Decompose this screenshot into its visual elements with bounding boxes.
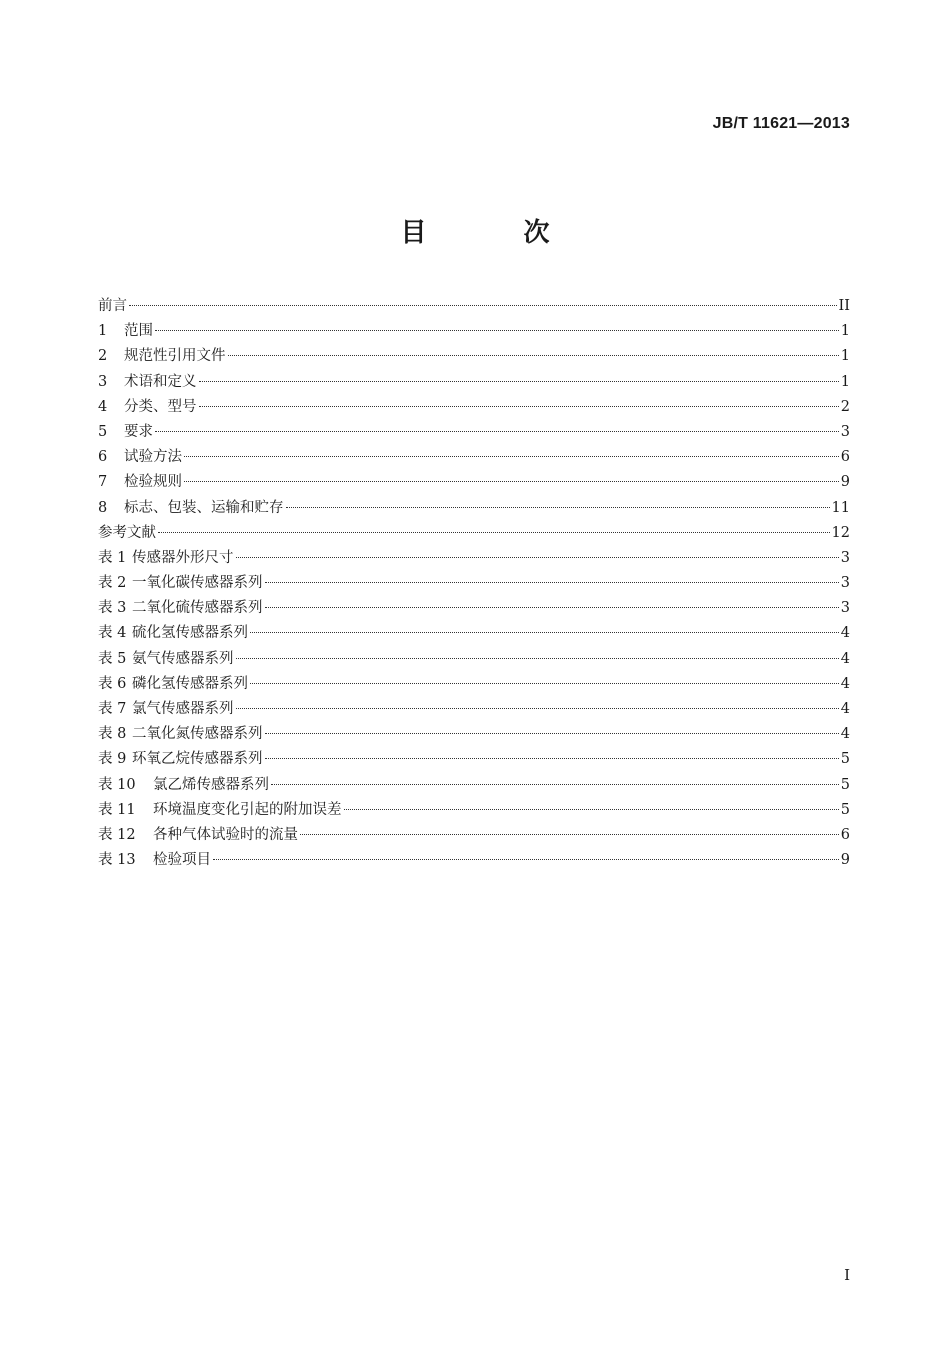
toc-entry[interactable] bbox=[98, 420, 850, 445]
toc-entry-title: 二氧化硫传感器系列 bbox=[132, 600, 263, 617]
toc-entry-title: 检验项目 bbox=[153, 852, 211, 869]
toc-entry-number: 表 13 bbox=[98, 852, 136, 869]
toc-entry-page: 1 bbox=[840, 323, 850, 340]
dot-leader bbox=[199, 380, 839, 382]
dot-leader bbox=[265, 606, 839, 608]
toc-entry-title: 氯乙烯传感器系列 bbox=[153, 776, 269, 793]
dot-leader bbox=[236, 556, 839, 558]
toc-entry-number: 6 bbox=[98, 449, 108, 466]
toc-entry-page: 3 bbox=[840, 575, 850, 592]
toc-entry-page: 6 bbox=[840, 826, 850, 843]
dot-leader bbox=[286, 506, 830, 508]
toc-entry-number: 8 bbox=[98, 499, 108, 516]
dot-leader bbox=[300, 833, 839, 835]
toc-entry-title: 环氧乙烷传感器系列 bbox=[132, 751, 263, 768]
toc-entry[interactable] bbox=[98, 722, 850, 747]
toc-entry-page: 6 bbox=[840, 449, 850, 466]
page-number: I bbox=[844, 1266, 850, 1284]
dot-leader bbox=[265, 581, 839, 583]
toc-entry-page: 11 bbox=[831, 499, 850, 516]
toc-entry-title: 分类、型号 bbox=[124, 398, 197, 415]
toc-entry[interactable] bbox=[98, 319, 850, 344]
toc-entry[interactable] bbox=[98, 470, 850, 495]
toc-entry-page: 3 bbox=[840, 549, 850, 566]
toc-entry-number: 表 12 bbox=[98, 826, 136, 843]
toc-entry-number: 表 2 bbox=[98, 575, 127, 592]
toc-entry-title: 要求 bbox=[124, 423, 153, 440]
toc-entry-title: 氨气传感器系列 bbox=[132, 650, 234, 667]
toc-entry-page: 5 bbox=[840, 801, 850, 818]
toc-entry[interactable] bbox=[98, 747, 850, 772]
toc-entry-page: 9 bbox=[840, 474, 850, 491]
toc-entry-number: 1 bbox=[98, 323, 108, 340]
toc-entry-page: II bbox=[838, 298, 850, 314]
toc-entry-number: 表 7 bbox=[98, 701, 127, 717]
toc-entry-page: 4 bbox=[840, 675, 850, 692]
dot-leader bbox=[344, 808, 839, 810]
toc-entry-title: 检验规则 bbox=[124, 474, 182, 491]
toc-entry[interactable] bbox=[98, 546, 850, 571]
toc-entry-number: 表 10 bbox=[98, 776, 136, 793]
toc-entry[interactable] bbox=[98, 571, 850, 596]
toc-entry[interactable] bbox=[98, 395, 850, 420]
toc-entry-title: 氯气传感器系列 bbox=[132, 701, 234, 717]
toc-entry-number: 表 8 bbox=[98, 726, 127, 743]
toc-entry[interactable] bbox=[98, 294, 850, 319]
toc-entry[interactable] bbox=[98, 370, 850, 395]
toc-entry-number: 表 1 bbox=[98, 549, 127, 566]
toc-entry-title: 环境温度变化引起的附加误差 bbox=[153, 801, 342, 818]
toc-entry[interactable] bbox=[98, 798, 850, 823]
toc-entry-page: 4 bbox=[840, 625, 850, 642]
toc-entry-page: 5 bbox=[840, 776, 850, 793]
toc-entry-page: 12 bbox=[831, 524, 850, 541]
toc-entry-page: 3 bbox=[840, 423, 850, 440]
dot-leader bbox=[158, 531, 830, 533]
toc-entry-number: 4 bbox=[98, 398, 108, 415]
dot-leader bbox=[184, 480, 839, 482]
toc-entry[interactable] bbox=[98, 521, 850, 546]
dot-leader bbox=[155, 430, 839, 432]
toc-entry-number: 2 bbox=[98, 348, 108, 365]
dot-leader bbox=[236, 657, 839, 659]
toc-entry-page: 4 bbox=[840, 726, 850, 743]
toc-entry-title: 标志、包装、运输和贮存 bbox=[124, 499, 284, 516]
toc-entry-page: 9 bbox=[840, 852, 850, 869]
toc-entry-title: 范围 bbox=[124, 323, 153, 340]
toc-entry-number: 表 9 bbox=[98, 751, 127, 768]
toc-entry-title: 参考文献 bbox=[98, 524, 156, 541]
toc-entry-page: 1 bbox=[840, 348, 850, 365]
toc-entry-number: 表 3 bbox=[98, 600, 127, 617]
dot-leader bbox=[184, 455, 839, 457]
toc-entry[interactable] bbox=[98, 621, 850, 646]
toc-entry[interactable] bbox=[98, 697, 850, 722]
toc-entry-number: 表 4 bbox=[98, 625, 127, 642]
toc-entry-page: 1 bbox=[840, 373, 850, 390]
toc-entry-number: 5 bbox=[98, 423, 108, 440]
toc-entry-number: 表 11 bbox=[98, 801, 136, 818]
page-title: 目 次 bbox=[400, 218, 594, 248]
toc-entry[interactable] bbox=[98, 596, 850, 621]
toc-entry[interactable] bbox=[98, 445, 850, 470]
standard-number: JB/T 11621—2013 bbox=[712, 115, 850, 132]
toc-entry-page: 5 bbox=[840, 751, 850, 768]
toc-entry-title: 传感器外形尺寸 bbox=[132, 549, 234, 566]
toc-entry[interactable] bbox=[98, 773, 850, 798]
dot-leader bbox=[236, 707, 839, 709]
dot-leader bbox=[129, 304, 837, 306]
dot-leader bbox=[271, 783, 839, 785]
toc-entry-title: 硫化氢传感器系列 bbox=[132, 625, 248, 642]
toc-entry-title: 前言 bbox=[98, 298, 127, 314]
toc-entry-number: 3 bbox=[98, 373, 108, 390]
toc-entry-title: 试验方法 bbox=[124, 449, 182, 466]
dot-leader bbox=[265, 757, 839, 759]
dot-leader bbox=[265, 732, 839, 734]
toc-entry[interactable] bbox=[98, 672, 850, 697]
toc-entry[interactable] bbox=[98, 344, 850, 369]
dot-leader bbox=[155, 329, 839, 331]
dot-leader bbox=[213, 858, 839, 860]
dot-leader bbox=[250, 631, 839, 633]
toc-entry-title: 术语和定义 bbox=[124, 373, 197, 390]
toc-entry-number: 表 5 bbox=[98, 650, 127, 667]
toc-entry-page: 3 bbox=[840, 600, 850, 617]
toc-entry-title: 各种气体试验时的流量 bbox=[153, 826, 298, 843]
toc-entry-title: 二氧化氮传感器系列 bbox=[132, 726, 263, 743]
toc-entry-number: 表 6 bbox=[98, 675, 127, 692]
toc-entry[interactable] bbox=[98, 848, 850, 873]
toc-entry-number: 7 bbox=[98, 474, 108, 491]
toc-entry-title: 规范性引用文件 bbox=[124, 348, 226, 365]
toc-entry-title: 一氧化碳传感器系列 bbox=[132, 575, 263, 592]
dot-leader bbox=[250, 682, 839, 684]
dot-leader bbox=[228, 354, 839, 356]
toc-entry[interactable] bbox=[98, 496, 850, 521]
toc-entry[interactable] bbox=[98, 823, 850, 848]
toc-entry-page: 4 bbox=[840, 650, 850, 667]
toc-entry-page: 4 bbox=[840, 701, 850, 717]
table-of-contents bbox=[98, 294, 850, 873]
toc-entry[interactable] bbox=[98, 647, 850, 672]
toc-entry-page: 2 bbox=[840, 398, 850, 415]
dot-leader bbox=[199, 405, 839, 407]
toc-entry-title: 磷化氢传感器系列 bbox=[132, 675, 248, 692]
